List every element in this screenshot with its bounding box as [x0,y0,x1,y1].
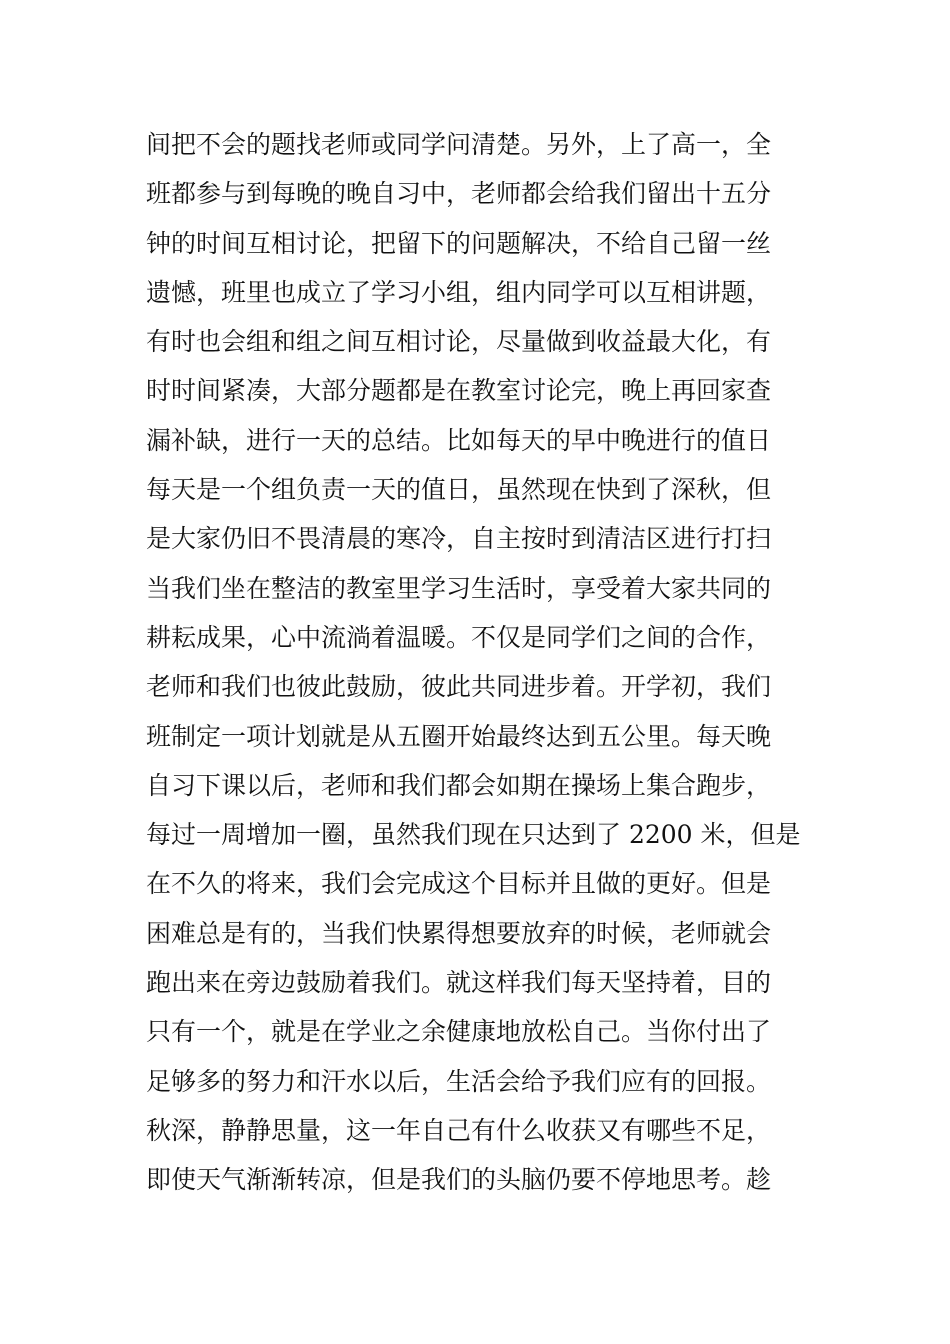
text-line: 即使天气渐渐转凉，但是我们的头脑仍要不停地思考。趁 [146,1165,772,1195]
text-line: 班都参与到每晚的晚自习中，老师都会给我们留出十五分 [146,179,772,209]
text-line: 时时间紧凑，大部分题都是在教室讨论完，晚上再回家查 [146,376,772,406]
text-line: 自习下课以后，老师和我们都会如期在操场上集合跑步， [146,770,772,800]
text-line: 耕耘成果，心中流淌着温暖。不仅是同学们之间的合作， [146,622,772,652]
text-line: 漏补缺，进行一天的总结。比如每天的早中晚进行的值日 [146,425,772,455]
text-line: 遗憾，班里也成立了学习小组，组内同学可以互相讲题， [146,277,772,307]
text-line: 当我们坐在整洁的教室里学习生活时，享受着大家共同的 [146,573,772,603]
text-line: 班制定一项计划就是从五圈开始最终达到五公里。每天晚 [146,721,772,751]
body-text [146,120,806,1205]
text-line: 足够多的努力和汗水以后，生活会给予我们应有的回报。 [146,1066,772,1096]
text-line: 是大家仍旧不畏清晨的寒冷，自主按时到清洁区进行打扫 [146,524,772,554]
text-line: 秋深，静静思量，这一年自己有什么收获又有哪些不足， [146,1115,772,1145]
text-line: 每过一周增加一圈，虽然我们现在只达到了 2200 米，但是 [146,820,801,850]
text-line: 跑出来在旁边鼓励着我们。就这样我们每天坚持着，目的 [146,968,772,998]
text-line: 在不久的将来，我们会完成这个目标并且做的更好。但是 [146,869,772,899]
text-line: 每天是一个组负责一天的值日，虽然现在快到了深秋，但 [146,475,772,505]
text-line: 有时也会组和组之间互相讨论，尽量做到收益最大化，有 [146,327,772,357]
text-line: 间把不会的题找老师或同学问清楚。另外，上了高一，全 [146,130,772,159]
text-line: 老师和我们也彼此鼓励，彼此共同进步着。开学初，我们 [146,672,772,702]
text-line: 困难总是有的，当我们快累得想要放弃的时候，老师就会 [146,918,772,948]
text-line: 只有一个，就是在学业之余健康地放松自己。当你付出了 [146,1017,772,1047]
text-line: 钟的时间互相讨论，把留下的问题解决，不给自己留一丝 [146,228,772,258]
